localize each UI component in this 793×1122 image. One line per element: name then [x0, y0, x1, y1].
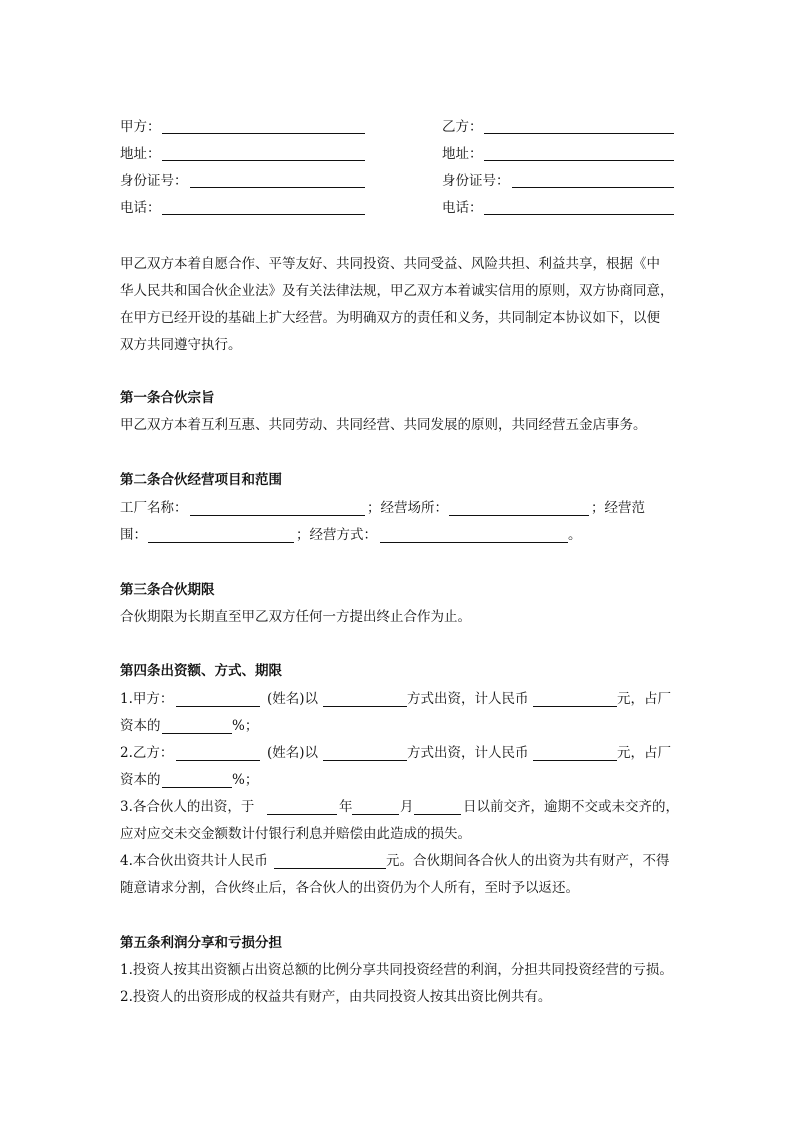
yuan-text: 元，占厂	[617, 745, 671, 761]
item-3-prefix: 3.各合伙人的出资，于	[120, 799, 255, 815]
total-capital-blank[interactable]	[274, 868, 386, 869]
preamble-line: 双方共同遵守执行。	[120, 337, 242, 353]
item-3-line-2: 应对应交未交金额数计付银行利息并赔偿由此造成的损失。	[120, 826, 471, 842]
party-b-id-label: 身份证号：	[442, 173, 510, 189]
party-a-blank[interactable]	[162, 133, 365, 134]
party-a-label: 甲方：	[120, 119, 161, 135]
business-place-blank[interactable]	[449, 515, 589, 516]
article-3-title: 第三条合伙期限	[120, 582, 215, 598]
name-suffix: (姓名)以	[267, 745, 319, 761]
party-a-name-blank[interactable]	[176, 706, 260, 707]
method-text: 方式出资，计人民币	[407, 745, 529, 761]
party-a-address-blank[interactable]	[162, 160, 365, 161]
party-b-method-blank[interactable]	[323, 760, 407, 761]
year-text: 年	[339, 799, 353, 815]
yuan-text: 元，占厂	[617, 691, 671, 707]
party-a-percent-blank[interactable]	[162, 733, 232, 734]
percent-text: %；	[232, 772, 259, 788]
item-1-prefix: 1.甲方：	[120, 691, 174, 707]
preamble-line: 甲乙双方本着自愿合作、平等友好、共同投资、共同受益、风险共担、利益共享，根据《中	[120, 256, 660, 272]
article-5-title: 第五条利润分享和亏损分担	[120, 935, 282, 951]
method-text: 方式出资，计人民币	[407, 691, 529, 707]
name-suffix: (姓名)以	[267, 691, 319, 707]
party-a-address-label: 地址：	[120, 146, 161, 162]
business-mode-blank[interactable]	[380, 542, 568, 543]
factory-name-blank[interactable]	[190, 515, 365, 516]
party-b-phone-label: 电话：	[442, 200, 483, 216]
factory-name-label: 工厂名称：	[120, 500, 188, 516]
item-2-prefix: 2.乙方：	[120, 745, 174, 761]
business-place-label: ；经营场所：	[367, 500, 448, 516]
sentence-end: 。	[568, 527, 582, 543]
capital-text: 资本的	[120, 772, 161, 788]
article-2-title: 第二条合伙经营项目和范围	[120, 472, 282, 488]
article-5-item-2: 2.投资人的出资形成的权益共有财产，由共同投资人按其出资比例共有。	[120, 989, 552, 1005]
article-1-text: 甲乙双方本着互利互惠、共同劳动、共同经营、共同发展的原则，共同经营五金店事务。	[120, 417, 647, 433]
article-3-text: 合伙期限为长期直至甲乙双方任何一方提出终止合作为止。	[120, 609, 471, 625]
party-b-phone-blank[interactable]	[484, 214, 674, 215]
party-b-address-label: 地址：	[442, 146, 483, 162]
business-scope-blank[interactable]	[148, 542, 294, 543]
item-4-prefix: 4.本合伙出资共计人民币	[120, 853, 268, 869]
party-b-name-blank[interactable]	[176, 760, 260, 761]
party-a-method-blank[interactable]	[323, 706, 407, 707]
percent-text: %；	[232, 718, 259, 734]
party-b-blank[interactable]	[484, 133, 674, 134]
party-b-address-blank[interactable]	[484, 160, 674, 161]
party-a-id-blank[interactable]	[190, 187, 365, 188]
item-4-suffix: 元。合伙期间各合伙人的出资为共有财产，不得	[386, 853, 670, 869]
business-scope-label-cont: 围：	[120, 527, 147, 543]
business-scope-label: ；经营范	[591, 500, 645, 516]
article-4-title: 第四条出资额、方式、期限	[120, 663, 282, 679]
capital-text: 资本的	[120, 718, 161, 734]
party-a-amount-blank[interactable]	[533, 706, 617, 707]
party-a-phone-label: 电话：	[120, 200, 161, 216]
party-b-percent-blank[interactable]	[162, 787, 232, 788]
party-b-amount-blank[interactable]	[533, 760, 617, 761]
article-5-item-1: 1.投资人按其出资额占出资总额的比例分享共同投资经营的利润，分担共同投资经营的亏损。	[120, 962, 673, 978]
party-a-phone-blank[interactable]	[162, 214, 365, 215]
deadline-year-blank[interactable]	[267, 814, 337, 815]
preamble-line: 在甲方已经开设的基础上扩大经营。为明确双方的责任和义务，共同制定本协议如下，以便	[120, 310, 660, 326]
item-4-line-2: 随意请求分割，合伙终止后，各合伙人的出资仍为个人所有，至时予以返还。	[120, 880, 579, 896]
party-b-id-blank[interactable]	[512, 187, 674, 188]
deadline-day-blank[interactable]	[414, 814, 461, 815]
business-mode-label: ；经营方式：	[296, 527, 377, 543]
item-3-suffix: 日以前交齐，逾期不交或未交齐的，	[463, 799, 679, 815]
preamble-line: 华人民共和国合伙企业法》及有关法律法规，甲乙双方本着诚实信用的原则，双方协商同意，	[120, 283, 674, 299]
deadline-month-blank[interactable]	[352, 814, 399, 815]
month-text: 月	[400, 799, 414, 815]
party-b-label: 乙方：	[442, 119, 483, 135]
party-a-id-label: 身份证号：	[120, 173, 188, 189]
article-1-title: 第一条合伙宗旨	[120, 390, 215, 406]
